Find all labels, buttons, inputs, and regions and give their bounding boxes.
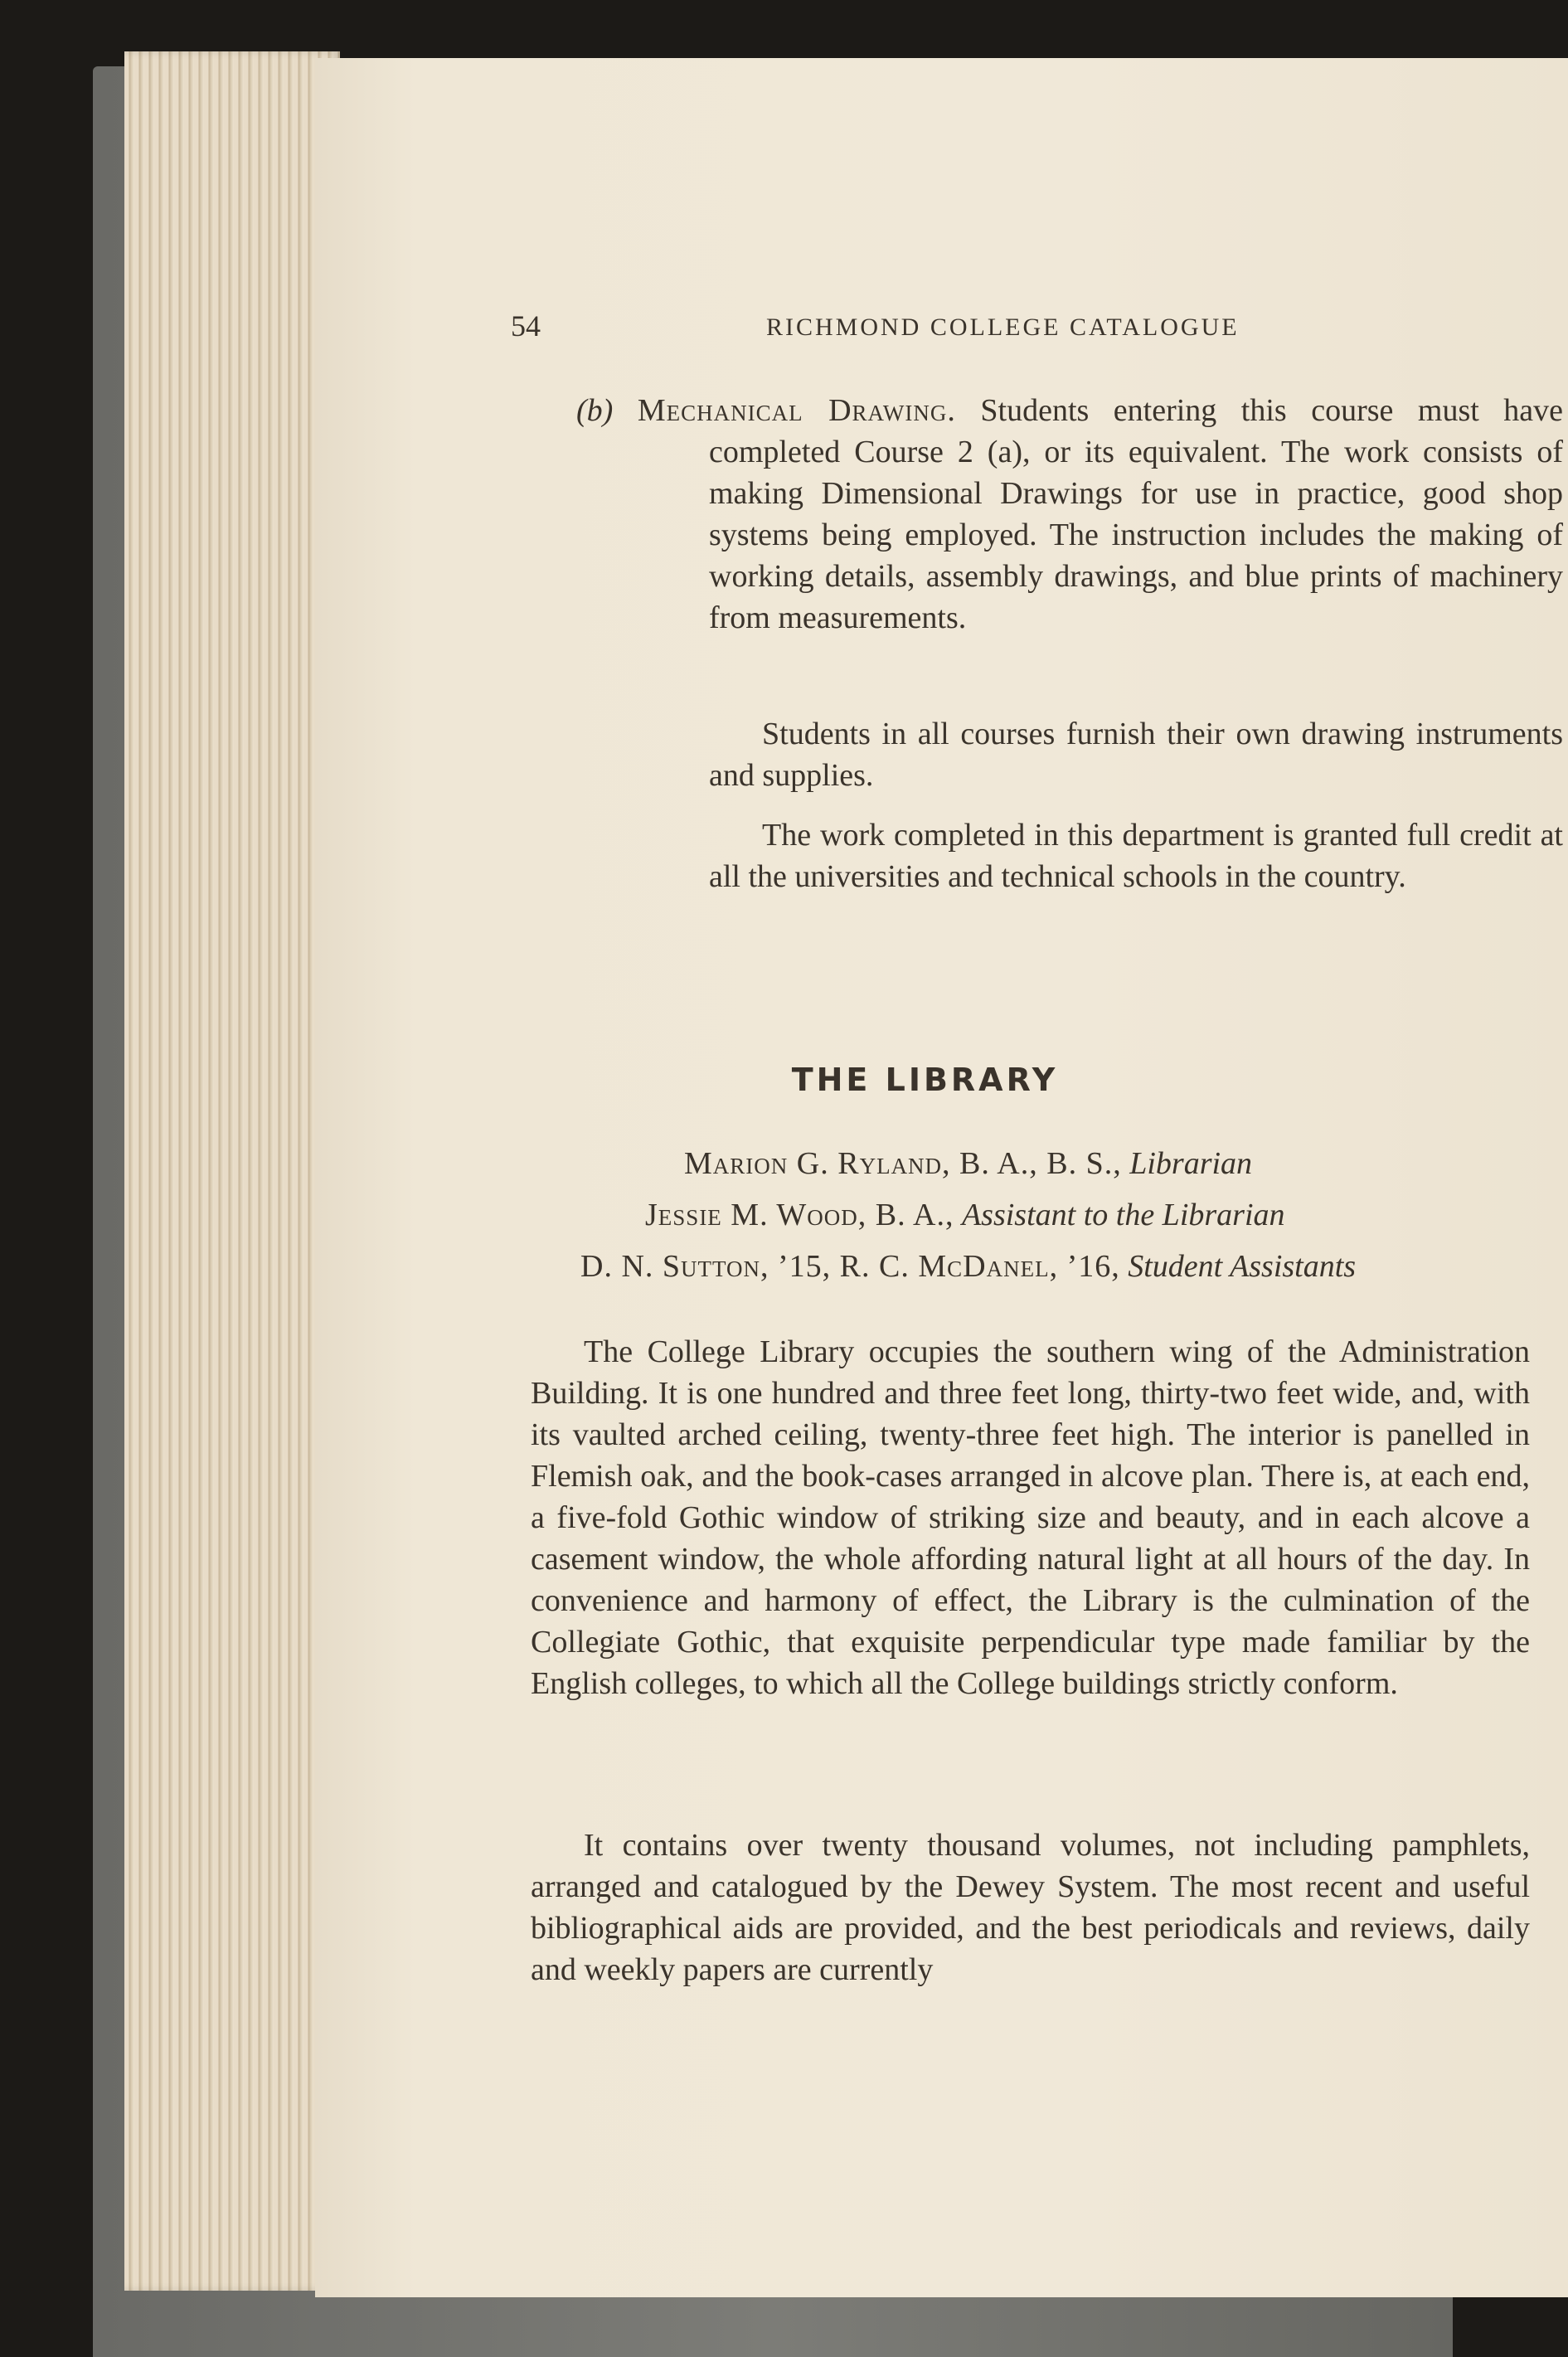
library-paragraph: The College Library occupies the southern wing of the Administration Building. It is one hundred and three feet long, thirty-two feet wide, and, with its vaulted arched ceiling, twenty-three feet high. The interior is panelled in Flemish oak, and the book-cases arranged in alcove plan. There is, at each end, a five-fold Gothic window of striking size and beauty, and in each alcove a casement window, the whole affording natural light at all hours of the day. In convenience and harmony of effect, the Library is the culmination of the Collegiate Gothic, that exquisite perpendicular type made familiar by the English colleges, to which all the College buildings strictly conform. [531,1334,1530,1701]
running-head: RICHMOND COLLEGE CATALOGUE [766,313,1240,341]
staff-line: Jessie M. Wood, B. A., Assistant to the Librarian [645,1198,1285,1232]
section-heading: THE LIBRARY [791,1062,1059,1098]
library-paragraph: It contains over twenty thousand volumes, not including pamphlets, arranged and catalogued by the Dewey System. The most recent and useful bibliographical aids are provided, and the best periodicals and reviews, daily and weekly papers are currently [531,1828,1530,1987]
item-label: (b) [576,393,614,428]
credit-paragraph: The work completed in this department is granted full credit at all the universities and technical schools in the country. [709,818,1563,894]
staff-line: Marion G. Ryland, B. A., B. S., Librarian [684,1146,1253,1181]
item-title: Mechanical Drawing. [637,393,956,428]
page-number: 54 [511,309,541,343]
staff-line: D. N. Sutton, ’15, R. C. McDanel, ’16, Student Assistants [580,1249,1357,1284]
supplies-paragraph: Students in all courses furnish their own drawing instruments and supplies. [709,717,1563,793]
item-text: Students entering this course must have completed Course 2 (a), or its equivalent. The work consists of making Dimensional Drawings for use in practice, good shop systems being employed. The instruction includes the making of working details, assembly drawings, and blue prints of machinery from measurements. [709,393,1564,635]
mechanical-drawing-paragraph [576,390,1563,639]
